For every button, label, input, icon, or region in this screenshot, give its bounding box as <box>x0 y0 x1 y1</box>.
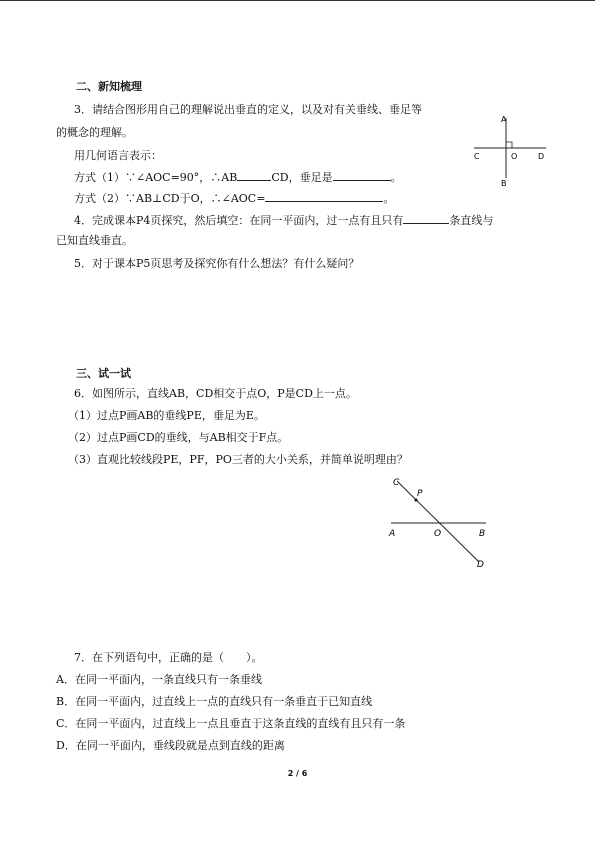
option-c: C．在同一平面内，过直线上一点且垂直于这条直线的直线有且只有一条 <box>56 717 406 730</box>
question-6-part-3: （3）直观比较线段PE，PF，PO三者的大小关系，并简单说明理由？ <box>68 453 408 466</box>
question-3-line-1: 3．请结合图形用自己的理解说出垂直的定义，以及对有关垂线、垂足等 <box>74 103 422 116</box>
question-3-line-2: 的概念的理解。 <box>56 126 133 139</box>
label-d: D <box>477 560 484 570</box>
method-2-text-b: 。 <box>383 192 395 205</box>
right-angle-mark <box>506 142 512 148</box>
method-1-text-b: CD，垂足是 <box>271 171 333 184</box>
label-a: A <box>501 115 507 124</box>
page-top-border <box>0 0 595 1</box>
label-c: C <box>474 152 480 161</box>
label-d: D <box>538 152 545 161</box>
perpendicular-figure <box>468 110 558 192</box>
page-number: 2 / 6 <box>287 769 308 778</box>
geometry-intro: 用几何语言表示： <box>74 149 162 162</box>
intersecting-lines-figure <box>383 472 498 572</box>
label-c: C <box>393 478 400 488</box>
question-4-text-b: 条直线与 <box>449 214 494 227</box>
label-o: O <box>434 529 442 539</box>
answer-blank[interactable] <box>265 190 383 202</box>
label-a: A <box>389 529 396 539</box>
method-1-text-c: 。 <box>390 171 402 184</box>
label-b: B <box>501 179 507 188</box>
section-heading-2: 二、新知梳理 <box>76 80 142 93</box>
question-4-text-a: 4．完成课本P4页探究，然后填空：在同一平面内，过一点有且只有 <box>74 214 404 227</box>
option-d: D．在同一平面内，垂线段就是点到直线的距离 <box>56 739 285 752</box>
question-4-line-2: 已知直线垂直。 <box>56 234 133 247</box>
question-6-part-2: （2）过点P画CD的垂线，与AB相交于F点。 <box>68 431 289 444</box>
question-6-part-1: （1）过点P画AB的垂线PE，垂足为E。 <box>68 409 265 422</box>
method-1 <box>74 169 402 185</box>
method-2-text-a: 方式（2）∵AB⊥CD于O，∴∠AOC= <box>74 192 266 205</box>
question-4-line-1 <box>74 212 493 228</box>
option-a: A．在同一平面内，一条直线只有一条垂线 <box>56 673 262 686</box>
label-o: O <box>511 152 518 161</box>
label-p: P <box>417 489 423 499</box>
answer-blank[interactable] <box>333 169 391 181</box>
option-b: B．在同一平面内，过直线上一点的直线只有一条垂直于已知直线 <box>56 695 373 708</box>
question-5: 5．对于课本P5页思考及探究你有什么想法？有什么疑问？ <box>74 257 360 270</box>
question-6: 6．如图所示，直线AB，CD相交于点O，P是CD上一点。 <box>74 387 357 400</box>
method-2 <box>74 190 394 206</box>
answer-blank[interactable] <box>237 169 271 181</box>
question-7-stem: 7．在下列语句中，正确的是（ ）。 <box>74 651 263 664</box>
answer-blank[interactable] <box>403 212 449 224</box>
line-cd <box>397 481 479 562</box>
method-1-text-a: 方式（1）∵∠AOC=90°，∴AB <box>74 171 238 184</box>
section-heading-3: 三、试一试 <box>76 367 131 380</box>
label-b: B <box>479 529 486 539</box>
